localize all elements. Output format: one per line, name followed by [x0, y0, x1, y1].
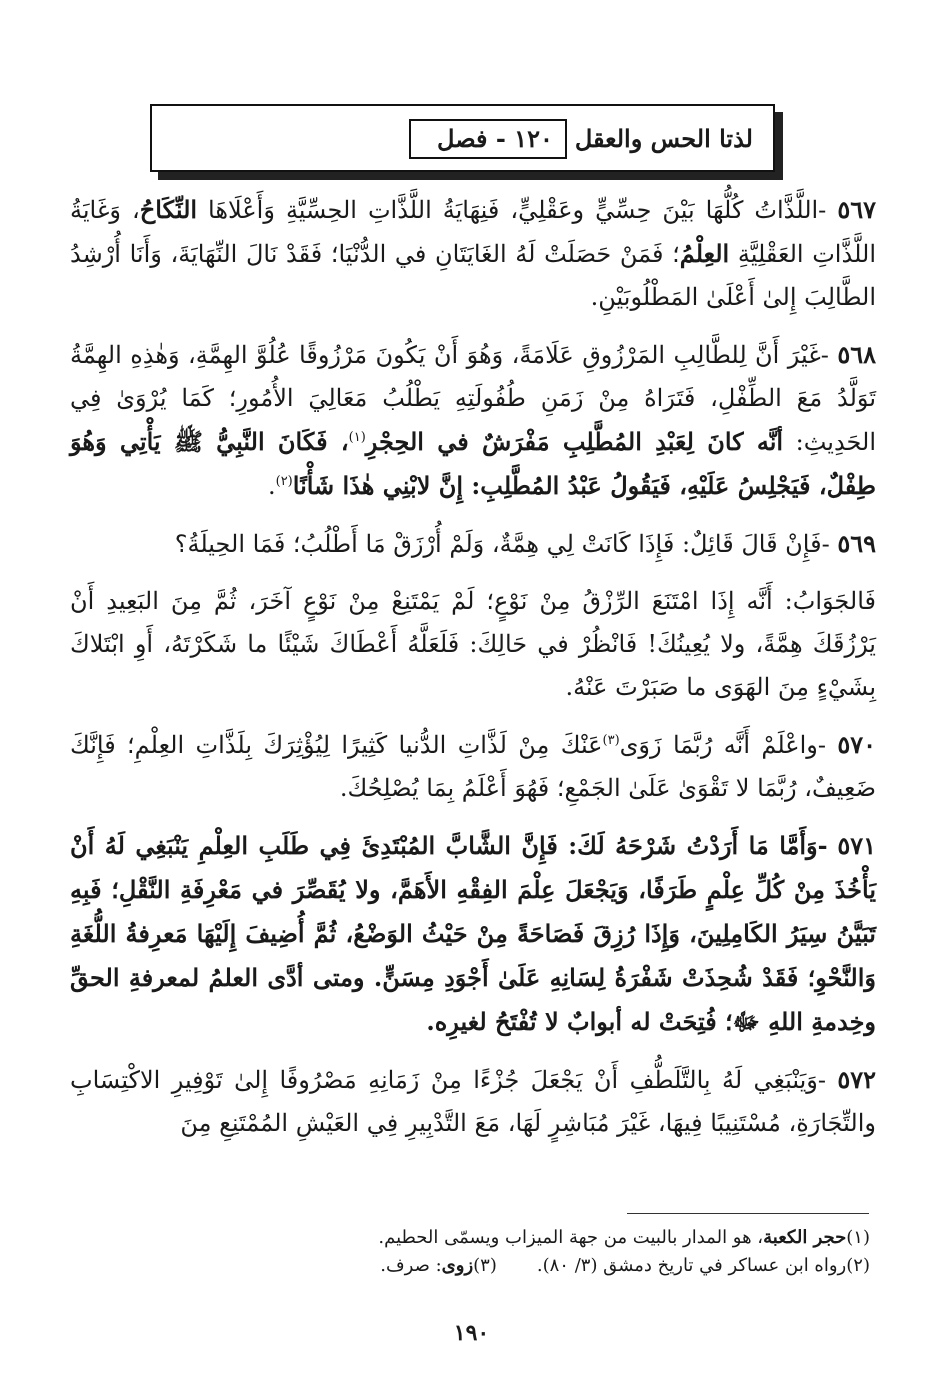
paragraph [70, 188, 876, 319]
header-inner [409, 118, 753, 160]
paragraph [70, 723, 876, 810]
paragraph-number: ٥٦٩ [837, 529, 876, 558]
text-run: ، وَغَايَةُ اللَّذَّاتِ العَقْلِيَّةِ [70, 196, 877, 268]
footnotes [120, 1224, 870, 1280]
footnote-3-term: زوى [441, 1255, 474, 1276]
paragraph [70, 580, 876, 709]
paragraph-number: ٥٧٠ [837, 730, 876, 759]
paragraph [70, 522, 876, 566]
text-run: -وَيَنْبَغِي لَهُ بِالتَّلَطُّفِ أَنْ يَجْعَلَ جُزْءًا مِنْ زَمَانِهِ مَصْرُوفًا إِلىٰ تَوْفِيرِ الاكْتِسَابِ والتِّجَارَةِ، مُسْتَنِيبًا فِيهَا، غَيْرَ مُبَاشِرٍ لَهَا، مَعَ التَّدْبِيرِ فِي العَيْشِ المُمْتَنِعِ مِنَ [70, 1066, 876, 1137]
text-run: العِلْمُ [679, 239, 730, 268]
page-number: ١٩٠ [453, 1320, 490, 1346]
footnote-2-3 [120, 1252, 870, 1280]
footnote-1-text: ، هو المدار بالبيت من جهة الميزاب ويسمّى الحطيم. [378, 1227, 764, 1248]
text-run: -غَيْرَ أَنَّ لِلطَّالِبِ المَرْزُوقِ عَلَامَةً، وَهُوَ أَنْ يَكُونَ مَرْزُوقًا عُلُوَّ الهِمَّةِ، وَهٰذِهِ الهِمَّةُ تَوَلَّدُ مَعَ الطِّفْلِ، فَتَرَاهُ مِنْ زَمَنِ طُفُولَتِهِ يَطْلُبُ مَعَالِيَ الأُمُورِ؛ كَمَا يُرْوَىٰ فِي الحَدِيثِ: [70, 341, 877, 456]
footnote-3-text: : صرف. [380, 1255, 442, 1276]
chapter-number: ١٢٠ - فصل [409, 119, 567, 159]
footnote-marker: (٢) [275, 474, 293, 489]
footnote-1-term: حجر الكعبة [763, 1227, 847, 1248]
body-text [70, 188, 876, 1159]
text-run: -واعْلَمْ أَنَّه رُبَّمَا زَوَى [619, 731, 826, 759]
chapter-header [150, 104, 775, 172]
footnote-2-number: (٢) [846, 1255, 870, 1276]
paragraph-number: ٥٧٢ [837, 1065, 877, 1094]
text-run: -اللَّذَّاتُ كُلُّهَا بَيْنَ حِسِّيٍّ وعَقْلِيٍّ، فَنِهَايَةُ اللَّذَّاتِ الحِسِّيَّةِ وَأَعْلَاهَا [197, 196, 827, 224]
footnote-divider [627, 1213, 869, 1214]
paragraph [70, 1058, 876, 1145]
footnote-1 [120, 1224, 870, 1252]
text-run: ، فَكَانَ النَّبِيُّ ﷺ يَأْتِي وَهُوَ طِفْلٌ، فَيَجْلِسُ عَلَيْهِ، فَيَقُولُ عَبْدُ المُطَّلِبِ: إِنَّ لابْنِي هٰذَا شَأْنًا [70, 427, 876, 500]
footnote-marker: (١) [348, 430, 366, 445]
text-run: النِّكَاحُ [139, 195, 198, 224]
footnote-marker: (٣) [602, 733, 620, 748]
paragraph-number: ٥٧١ [837, 831, 876, 860]
text-run: -فَإِنْ قَالَ قَائِلٌ: فَإِذَا كَانَتْ لِي هِمَّةٌ، وَلَمْ أُرْزَقْ مَا أَطْلُبُ؛ فَمَا الحِيلَةُ؟ [174, 530, 830, 558]
text-run: عَنْكَ مِنْ لَذَّاتِ الدُّنيا كَثِيرًا لِيُؤْثِرَكَ بِلَذَّاتِ العِلْمِ؛ فَإِنَّكَ ضَعِيفٌ، رُبَّمَا لا تَقْوَىٰ عَلَىٰ الجَمْعِ؛ فَهُوَ أَعْلَمُ بِمَا يُصْلِحُكَ. [70, 731, 876, 802]
paragraph [70, 333, 876, 508]
text-run: . [267, 472, 276, 500]
footnote-2-text: رواه ابن عساكر في تاريخ دمشق (٣/ ٨٠). [536, 1255, 847, 1276]
text-run: فَالجَوَابُ: أَنَّه إِذَا امْتَنَعَ الرِّزْقُ مِنْ نَوْعٍ؛ لَمْ يَمْتَنِعْ مِنْ نَوْعٍ آخَرَ، ثُمَّ مِنَ البَعِيدِ أَنْ يَرْزُقَكَ هِمَّةً، ولا يُعِينُكَ! فَانْظُرْ في حَالِكَ: فَلَعَلَّهُ أَعْطَاكَ شَيْئًا ما شَكَرْتَهُ، أَوِ ابْتَلاكَ بِشَيْءٍ مِنَ الهَوَى ما صَبَرْتَ عَنْهُ. [70, 587, 876, 701]
text-run: ؛ فَمَنْ حَصَلَتْ لَهُ الغَايَتَانِ في الدُّنْيَا؛ فَقَدْ نَالَ النِّهَايَةَ، وَأَنَا أُرْشِدُ الطَّالِبَ إِلىٰ أَعْلَىٰ المَطْلُوبَيْنِ. [70, 240, 876, 311]
footnote-3-number: (٣) [473, 1255, 497, 1276]
paragraph-number: ٥٦٨ [837, 340, 876, 369]
chapter-title: لذتا الحس والعقل [574, 124, 753, 153]
paragraph [70, 824, 876, 1044]
footnote-1-number: (١) [846, 1227, 870, 1248]
paragraph-number: ٥٦٧ [837, 195, 876, 224]
text-run: -وَأَمَّا مَا أَرَدْتُ شَرْحَهُ لَكَ: فَإِنَّ الشَّابَّ المُبْتَدِئَ فِي طَلَبِ العِلْمِ يَنْبَغِي لَهُ أَنْ يَأْخُذَ مِنْ كُلِّ عِلْمٍ طَرَفًا، وَيَجْعَلَ عِلْمَ الفِقْهِ الأَهَمَّ، ولا يُقَصِّرَ في مَعْرِفَةِ النَّقْلِ؛ فَبِهِ تَبَيَّنُ سِيَرُ الكَامِلِينَ، وَإِذَا رُزِقَ فَصَاحَةً مِنْ حَيْثُ الوَضْعُ، ثُمَّ أُضِيفَ إِلَيْهَا مَعرِفةُ اللُّغَةِ وَالنَّحْوِ؛ فَقَدْ شُحِذَتْ شَفْرَةُ لِسَانِهِ عَلَىٰ أَجْوَدِ مِسَنٍّ. ومتى أدَّى العلمُ لمعرفةِ الحقِّ وخِدمةِ اللهِ ﷻ؛ فُتِحَتْ له أبوابٌ لا تُفْتَحُ لغيرِه. [70, 831, 876, 1036]
text-run: أنَّه كانَ لِعَبْدِ المُطَّلِبِ مَفْرَشٌ في الحِجْرِ [365, 427, 784, 456]
